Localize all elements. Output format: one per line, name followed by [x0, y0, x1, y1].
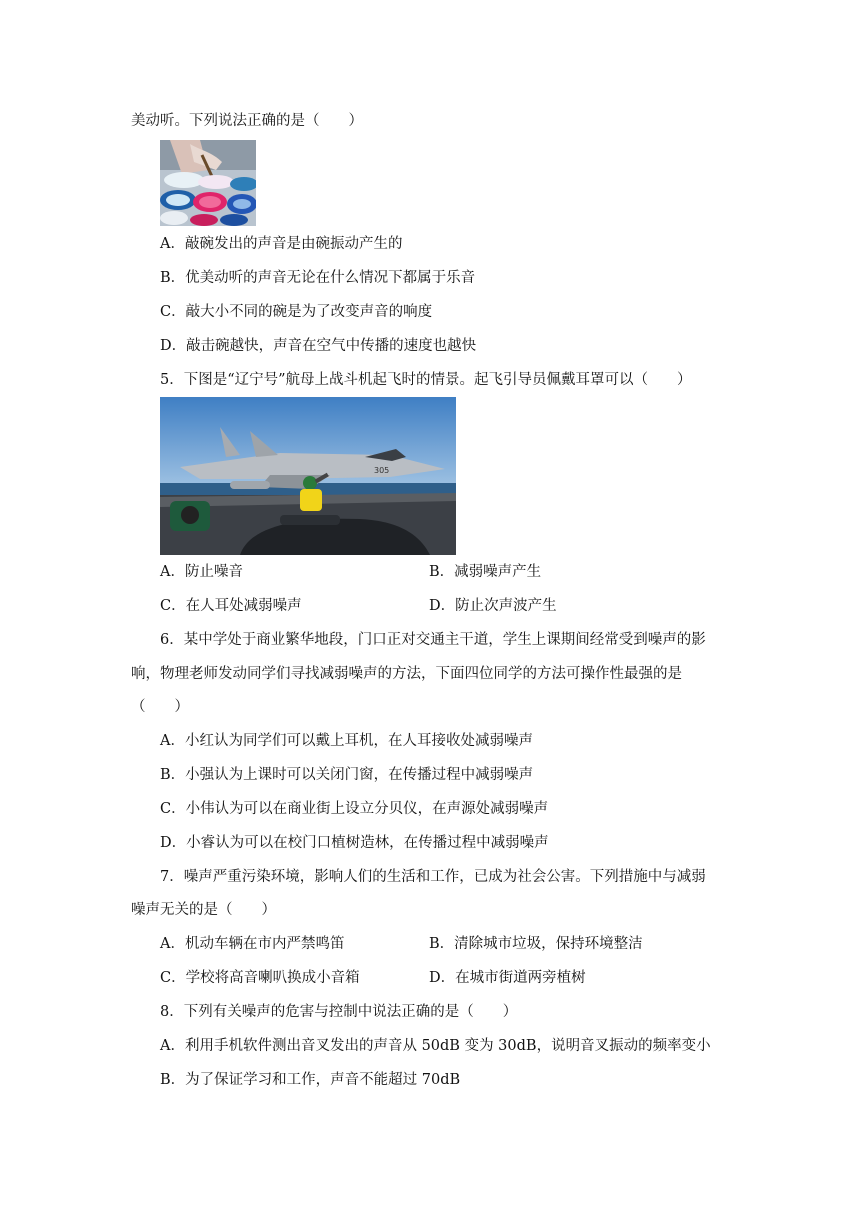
q4-option-b: B．优美动听的声音无论在什么情况下都属于乐音 [160, 270, 476, 286]
q4-option-d: D．敲击碗越快，声音在空气中传播的速度也越快 [160, 338, 477, 354]
q8-option-b: B．为了保证学习和工作，声音不能超过 70dB [160, 1072, 461, 1088]
q6-stem-line-1: 6．某中学处于商业繁华地段，门口正对交通主干道，学生上课期间经常受到噪声的影 [160, 632, 706, 648]
q7-option-b: B．清除城市垃圾，保持环境整洁 [429, 936, 643, 952]
q4-stem-tail: 美动听。下列说法正确的是（ ） [131, 113, 363, 129]
q5-option-c: C．在人耳处减弱噪声 [160, 598, 302, 614]
bowls-photo [160, 140, 256, 226]
q7-stem-line-1: 7．噪声严重污染环境，影响人们的生活和工作，已成为社会公害。下列措施中与减弱 [160, 869, 706, 885]
q4-option-a: A．敲碗发出的声音是由碗振动产生的 [160, 236, 403, 252]
q8-stem: 8．下列有关噪声的危害与控制中说法正确的是（ ） [160, 1004, 518, 1020]
q6-option-a: A．小红认为同学们可以戴上耳机，在人耳接收处减弱噪声 [160, 733, 533, 749]
q6-option-b: B．小强认为上课时可以关闭门窗，在传播过程中减弱噪声 [160, 767, 534, 783]
fighter-jet-photo [160, 397, 456, 555]
q7-option-d: D．在城市街道两旁植树 [429, 970, 586, 986]
plane-number: 305 [374, 466, 390, 475]
q5-stem: 5．下图是“辽宁号”航母上战斗机起飞时的情景。起飞引导员佩戴耳罩可以（ ） [160, 372, 692, 388]
q6-option-d: D．小睿认为可以在校门口植树造林，在传播过程中减弱噪声 [160, 835, 549, 851]
q6-stem-line-3: （ ） [131, 699, 189, 715]
q5-option-d: D．防止次声波产生 [429, 598, 557, 614]
q5-option-a: A．防止噪音 [160, 564, 243, 580]
q4-option-c: C．敲大小不同的碗是为了改变声音的响度 [160, 304, 433, 320]
q6-option-c: C．小伟认为可以在商业街上设立分贝仪，在声源处减弱噪声 [160, 801, 549, 817]
q7-stem-line-2: 噪声无关的是（ ） [131, 902, 276, 918]
q6-stem-line-2: 响，物理老师发动同学们寻找减弱噪声的方法，下面四位同学的方法可操作性最强的是 [131, 666, 682, 682]
q7-option-a: A．机动车辆在市内严禁鸣笛 [160, 936, 345, 952]
q5-option-b: B．减弱噪声产生 [429, 564, 542, 580]
q8-option-a: A．利用手机软件测出音叉发出的声音从 50dB 变为 30dB，说明音叉振动的频率变小 [160, 1038, 711, 1054]
q7-option-c: C．学校将高音喇叭换成小音箱 [160, 970, 360, 986]
